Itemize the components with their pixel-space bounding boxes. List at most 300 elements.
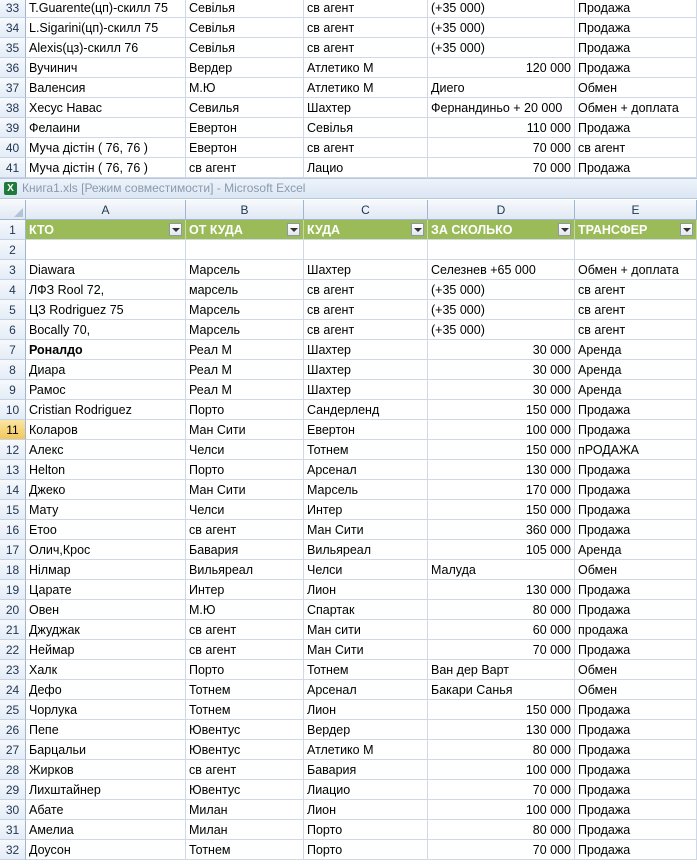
cell-value: Ман Сити bbox=[189, 423, 246, 437]
cell-b[interactable] bbox=[186, 780, 304, 800]
column-header-d[interactable]: D bbox=[428, 200, 575, 220]
cell-e[interactable] bbox=[575, 840, 697, 860]
row-header[interactable]: 7 bbox=[0, 340, 26, 360]
cell-e[interactable] bbox=[575, 680, 697, 700]
cell-value: Обмен + доплата bbox=[578, 101, 679, 115]
row-header[interactable]: 16 bbox=[0, 520, 26, 540]
cell-e[interactable] bbox=[575, 280, 697, 300]
excel-icon: X bbox=[4, 182, 17, 195]
cell-a[interactable] bbox=[26, 138, 186, 158]
cell-b[interactable] bbox=[186, 400, 304, 420]
row-header[interactable]: 8 bbox=[0, 360, 26, 380]
cell-a[interactable] bbox=[26, 360, 186, 380]
row-header[interactable]: 24 bbox=[0, 680, 26, 700]
row-header[interactable]: 28 bbox=[0, 760, 26, 780]
cell-e[interactable] bbox=[575, 400, 697, 420]
cell-a[interactable] bbox=[26, 280, 186, 300]
column-header-e[interactable]: E bbox=[575, 200, 697, 220]
cell-c[interactable] bbox=[304, 840, 428, 860]
cell-a[interactable] bbox=[26, 840, 186, 860]
cell-b[interactable] bbox=[186, 520, 304, 540]
cell-c[interactable] bbox=[304, 440, 428, 460]
cell-e[interactable] bbox=[575, 38, 697, 58]
cell-a[interactable] bbox=[26, 820, 186, 840]
row-header[interactable]: 23 bbox=[0, 660, 26, 680]
cell-c[interactable] bbox=[304, 740, 428, 760]
cell-b[interactable] bbox=[186, 360, 304, 380]
cell-a[interactable] bbox=[26, 500, 186, 520]
cell-e[interactable] bbox=[575, 700, 697, 720]
cell-a[interactable] bbox=[26, 560, 186, 580]
cell-d[interactable] bbox=[428, 58, 575, 78]
cell-c[interactable] bbox=[304, 780, 428, 800]
cell-a[interactable] bbox=[26, 740, 186, 760]
cell-a[interactable] bbox=[26, 98, 186, 118]
cell-a[interactable] bbox=[26, 78, 186, 98]
cell-value: М.Ю bbox=[189, 603, 216, 617]
row-header[interactable]: 35 bbox=[0, 38, 26, 58]
cell-value: Продажа bbox=[578, 463, 631, 477]
cell-value: Севілья bbox=[307, 121, 353, 135]
cell-e[interactable] bbox=[575, 520, 697, 540]
cell-a[interactable] bbox=[26, 480, 186, 500]
row-header[interactable]: 37 bbox=[0, 78, 26, 98]
cell-b[interactable] bbox=[186, 800, 304, 820]
cell-c[interactable] bbox=[304, 380, 428, 400]
cell-d[interactable] bbox=[428, 260, 575, 280]
cell-b[interactable] bbox=[186, 720, 304, 740]
cell-c[interactable] bbox=[304, 600, 428, 620]
cell-e[interactable] bbox=[575, 240, 697, 260]
cell-a[interactable] bbox=[26, 58, 186, 78]
cell-c[interactable] bbox=[304, 280, 428, 300]
cell-value: св агент bbox=[189, 161, 237, 175]
cell-b[interactable] bbox=[186, 240, 304, 260]
cell-value: Продажа bbox=[578, 763, 631, 777]
row-header[interactable]: 26 bbox=[0, 720, 26, 740]
cell-e[interactable] bbox=[575, 98, 697, 118]
cell-value: Продажа bbox=[578, 21, 631, 35]
cell-e[interactable] bbox=[575, 340, 697, 360]
table-row bbox=[0, 640, 697, 660]
table-row bbox=[0, 540, 697, 560]
cell-d[interactable] bbox=[428, 520, 575, 540]
cell-c[interactable] bbox=[304, 660, 428, 680]
cell-a[interactable] bbox=[26, 220, 186, 240]
cell-b[interactable] bbox=[186, 38, 304, 58]
cell-d[interactable] bbox=[428, 600, 575, 620]
cell-e[interactable] bbox=[575, 58, 697, 78]
cell-b[interactable] bbox=[186, 98, 304, 118]
cell-a[interactable] bbox=[26, 260, 186, 280]
table-row bbox=[0, 380, 697, 400]
cell-c[interactable] bbox=[304, 420, 428, 440]
table-row bbox=[0, 158, 697, 178]
cell-b[interactable] bbox=[186, 138, 304, 158]
cell-value: Олич,Крос bbox=[29, 543, 91, 557]
cell-b[interactable] bbox=[186, 18, 304, 38]
row-header[interactable]: 20 bbox=[0, 600, 26, 620]
window-title-bar[interactable] bbox=[0, 178, 697, 199]
cell-b[interactable] bbox=[186, 220, 304, 240]
cell-b[interactable] bbox=[186, 158, 304, 178]
cell-c[interactable] bbox=[304, 620, 428, 640]
cell-e[interactable] bbox=[575, 158, 697, 178]
cell-value: Лион bbox=[307, 703, 337, 717]
cell-d[interactable] bbox=[428, 138, 575, 158]
row-header[interactable]: 40 bbox=[0, 138, 26, 158]
cell-value: 80 000 bbox=[532, 823, 571, 837]
table-row bbox=[0, 340, 697, 360]
cell-d[interactable] bbox=[428, 700, 575, 720]
cell-d[interactable] bbox=[428, 380, 575, 400]
cell-e[interactable] bbox=[575, 440, 697, 460]
cell-c[interactable] bbox=[304, 78, 428, 98]
cell-d[interactable] bbox=[428, 820, 575, 840]
cell-c[interactable] bbox=[304, 500, 428, 520]
row-header[interactable]: 21 bbox=[0, 620, 26, 640]
cell-c[interactable] bbox=[304, 700, 428, 720]
cell-b[interactable] bbox=[186, 540, 304, 560]
row-header[interactable]: 13 bbox=[0, 460, 26, 480]
cell-d[interactable] bbox=[428, 760, 575, 780]
cell-value: Царате bbox=[29, 583, 72, 597]
cell-c[interactable] bbox=[304, 520, 428, 540]
row-header[interactable]: 25 bbox=[0, 700, 26, 720]
cell-c[interactable] bbox=[304, 640, 428, 660]
cell-d[interactable] bbox=[428, 500, 575, 520]
cell-c[interactable] bbox=[304, 18, 428, 38]
cell-e[interactable] bbox=[575, 800, 697, 820]
cell-value: (+35 000) bbox=[431, 1, 485, 15]
cell-c[interactable] bbox=[304, 540, 428, 560]
cell-a[interactable] bbox=[26, 540, 186, 560]
cell-value: 70 000 bbox=[532, 843, 571, 857]
cell-c[interactable] bbox=[304, 820, 428, 840]
cell-a[interactable] bbox=[26, 118, 186, 138]
cell-value: Порто bbox=[307, 843, 343, 857]
cell-c[interactable] bbox=[304, 460, 428, 480]
cell-c[interactable] bbox=[304, 760, 428, 780]
cell-e[interactable] bbox=[575, 820, 697, 840]
cell-b[interactable] bbox=[186, 740, 304, 760]
cell-d[interactable] bbox=[428, 460, 575, 480]
cell-e[interactable] bbox=[575, 620, 697, 640]
cell-b[interactable] bbox=[186, 420, 304, 440]
cell-value: Продажа bbox=[578, 503, 631, 517]
cell-e[interactable] bbox=[575, 78, 697, 98]
cell-c[interactable] bbox=[304, 0, 428, 18]
table-row bbox=[0, 520, 697, 540]
cell-b[interactable] bbox=[186, 620, 304, 640]
cell-value: Ювентус bbox=[189, 783, 241, 797]
cell-e[interactable] bbox=[575, 540, 697, 560]
cell-b[interactable] bbox=[186, 580, 304, 600]
row-header[interactable]: 2 bbox=[0, 240, 26, 260]
row-header[interactable]: 10 bbox=[0, 400, 26, 420]
cell-c[interactable] bbox=[304, 220, 428, 240]
cell-c[interactable] bbox=[304, 340, 428, 360]
cell-a[interactable] bbox=[26, 640, 186, 660]
cell-b[interactable] bbox=[186, 380, 304, 400]
table-row bbox=[0, 118, 697, 138]
cell-a[interactable] bbox=[26, 38, 186, 58]
cell-c[interactable] bbox=[304, 580, 428, 600]
row-header[interactable]: 3 bbox=[0, 260, 26, 280]
cell-d[interactable] bbox=[428, 840, 575, 860]
row-header[interactable]: 39 bbox=[0, 118, 26, 138]
cell-e[interactable] bbox=[575, 420, 697, 440]
cell-a[interactable] bbox=[26, 520, 186, 540]
cell-c[interactable] bbox=[304, 138, 428, 158]
cell-b[interactable] bbox=[186, 760, 304, 780]
row-header[interactable]: 29 bbox=[0, 780, 26, 800]
cell-value: Ман Сити bbox=[189, 483, 246, 497]
column-header-a[interactable]: A bbox=[26, 200, 186, 220]
cell-a[interactable] bbox=[26, 18, 186, 38]
cell-c[interactable] bbox=[304, 38, 428, 58]
cell-c[interactable] bbox=[304, 240, 428, 260]
cell-value: Севілья bbox=[189, 1, 235, 15]
cell-b[interactable] bbox=[186, 440, 304, 460]
cell-d[interactable] bbox=[428, 480, 575, 500]
cell-b[interactable] bbox=[186, 58, 304, 78]
cell-e[interactable] bbox=[575, 460, 697, 480]
column-header-b[interactable]: B bbox=[186, 200, 304, 220]
cell-value: Лацио bbox=[307, 161, 344, 175]
cell-value: Ман Сити bbox=[307, 643, 364, 657]
cell-b[interactable] bbox=[186, 280, 304, 300]
row-header[interactable]: 27 bbox=[0, 740, 26, 760]
cell-b[interactable] bbox=[186, 640, 304, 660]
cell-d[interactable] bbox=[428, 98, 575, 118]
cell-b[interactable] bbox=[186, 840, 304, 860]
cell-b[interactable] bbox=[186, 78, 304, 98]
cell-e[interactable] bbox=[575, 660, 697, 680]
filter-dropdown-icon[interactable] bbox=[558, 223, 571, 236]
cell-e[interactable] bbox=[575, 300, 697, 320]
cell-e[interactable] bbox=[575, 740, 697, 760]
cell-a[interactable] bbox=[26, 800, 186, 820]
row-header[interactable]: 30 bbox=[0, 800, 26, 820]
cell-d[interactable] bbox=[428, 158, 575, 178]
row-header[interactable]: 6 bbox=[0, 320, 26, 340]
row-header[interactable]: 33 bbox=[0, 0, 26, 18]
row-header[interactable]: 9 bbox=[0, 380, 26, 400]
cell-b[interactable] bbox=[186, 320, 304, 340]
cell-a[interactable] bbox=[26, 720, 186, 740]
filter-dropdown-icon[interactable] bbox=[287, 223, 300, 236]
cell-e[interactable] bbox=[575, 480, 697, 500]
cell-c[interactable] bbox=[304, 118, 428, 138]
cell-value: св агент bbox=[578, 323, 626, 337]
cell-e[interactable] bbox=[575, 0, 697, 18]
cell-d[interactable] bbox=[428, 740, 575, 760]
cell-a[interactable] bbox=[26, 400, 186, 420]
cell-b[interactable] bbox=[186, 700, 304, 720]
cell-value: Марсель bbox=[189, 303, 241, 317]
cell-e[interactable] bbox=[575, 320, 697, 340]
row-header[interactable]: 14 bbox=[0, 480, 26, 500]
cell-d[interactable] bbox=[428, 280, 575, 300]
cell-c[interactable] bbox=[304, 360, 428, 380]
cell-d[interactable] bbox=[428, 640, 575, 660]
cell-a[interactable] bbox=[26, 700, 186, 720]
row-header[interactable]: 12 bbox=[0, 440, 26, 460]
row-header[interactable]: 5 bbox=[0, 300, 26, 320]
row-header[interactable]: 1 bbox=[0, 220, 26, 240]
cell-d[interactable] bbox=[428, 720, 575, 740]
cell-c[interactable] bbox=[304, 158, 428, 178]
cell-a[interactable] bbox=[26, 158, 186, 178]
row-header[interactable]: 22 bbox=[0, 640, 26, 660]
cell-a[interactable] bbox=[26, 320, 186, 340]
cell-b[interactable] bbox=[186, 560, 304, 580]
cell-c[interactable] bbox=[304, 98, 428, 118]
row-header[interactable]: 18 bbox=[0, 560, 26, 580]
cell-d[interactable] bbox=[428, 440, 575, 460]
cell-b[interactable] bbox=[186, 300, 304, 320]
cell-c[interactable] bbox=[304, 320, 428, 340]
row-header[interactable]: 34 bbox=[0, 18, 26, 38]
cell-c[interactable] bbox=[304, 720, 428, 740]
cell-b[interactable] bbox=[186, 660, 304, 680]
cell-d[interactable] bbox=[428, 540, 575, 560]
cell-d[interactable] bbox=[428, 360, 575, 380]
cell-d[interactable] bbox=[428, 300, 575, 320]
table-row bbox=[0, 78, 697, 98]
cell-d[interactable] bbox=[428, 560, 575, 580]
cell-a[interactable] bbox=[26, 680, 186, 700]
cell-d[interactable] bbox=[428, 240, 575, 260]
cell-e[interactable] bbox=[575, 360, 697, 380]
cell-e[interactable] bbox=[575, 560, 697, 580]
cell-a[interactable] bbox=[26, 580, 186, 600]
cell-b[interactable] bbox=[186, 480, 304, 500]
row-header[interactable]: 41 bbox=[0, 158, 26, 178]
cell-e[interactable] bbox=[575, 260, 697, 280]
cell-c[interactable] bbox=[304, 400, 428, 420]
cell-d[interactable] bbox=[428, 320, 575, 340]
cell-a[interactable] bbox=[26, 440, 186, 460]
row-header[interactable]: 19 bbox=[0, 580, 26, 600]
cell-c[interactable] bbox=[304, 800, 428, 820]
row-header[interactable]: 31 bbox=[0, 820, 26, 840]
cell-value: Арсенал bbox=[307, 463, 357, 477]
cell-c[interactable] bbox=[304, 560, 428, 580]
cell-a[interactable] bbox=[26, 0, 186, 18]
cell-d[interactable] bbox=[428, 38, 575, 58]
cell-a[interactable] bbox=[26, 600, 186, 620]
row-header[interactable]: 11 bbox=[0, 420, 26, 440]
cell-b[interactable] bbox=[186, 0, 304, 18]
cell-e[interactable] bbox=[575, 500, 697, 520]
cell-e[interactable] bbox=[575, 18, 697, 38]
cell-a[interactable] bbox=[26, 300, 186, 320]
cell-value: Ювентус bbox=[189, 723, 241, 737]
cell-c[interactable] bbox=[304, 58, 428, 78]
cell-value: Helton bbox=[29, 463, 66, 477]
cell-a[interactable] bbox=[26, 760, 186, 780]
cell-d[interactable] bbox=[428, 220, 575, 240]
cell-e[interactable] bbox=[575, 720, 697, 740]
cell-b[interactable] bbox=[186, 500, 304, 520]
cell-a[interactable] bbox=[26, 660, 186, 680]
cell-d[interactable] bbox=[428, 0, 575, 18]
cell-e[interactable] bbox=[575, 380, 697, 400]
row-header[interactable]: 32 bbox=[0, 840, 26, 860]
cell-d[interactable] bbox=[428, 580, 575, 600]
cell-d[interactable] bbox=[428, 620, 575, 640]
cell-b[interactable] bbox=[186, 460, 304, 480]
cell-c[interactable] bbox=[304, 300, 428, 320]
cell-value: Шахтер bbox=[307, 383, 352, 397]
cell-b[interactable] bbox=[186, 340, 304, 360]
row-header[interactable]: 38 bbox=[0, 98, 26, 118]
cell-d[interactable] bbox=[428, 680, 575, 700]
cell-d[interactable] bbox=[428, 78, 575, 98]
cell-e[interactable] bbox=[575, 780, 697, 800]
cell-b[interactable] bbox=[186, 260, 304, 280]
cell-a[interactable] bbox=[26, 780, 186, 800]
cell-a[interactable] bbox=[26, 620, 186, 640]
filter-dropdown-icon[interactable] bbox=[169, 223, 182, 236]
cell-value: (+35 000) bbox=[431, 41, 485, 55]
cell-d[interactable] bbox=[428, 18, 575, 38]
row-header[interactable]: 4 bbox=[0, 280, 26, 300]
cell-value: Амелиа bbox=[29, 823, 74, 837]
cell-d[interactable] bbox=[428, 780, 575, 800]
filter-dropdown-icon[interactable] bbox=[411, 223, 424, 236]
cell-b[interactable] bbox=[186, 680, 304, 700]
cell-d[interactable] bbox=[428, 660, 575, 680]
cell-d[interactable] bbox=[428, 420, 575, 440]
cell-c[interactable] bbox=[304, 680, 428, 700]
cell-a[interactable] bbox=[26, 340, 186, 360]
table-row bbox=[0, 760, 697, 780]
cell-value: Дефо bbox=[29, 683, 62, 697]
cell-a[interactable] bbox=[26, 380, 186, 400]
cell-d[interactable] bbox=[428, 800, 575, 820]
column-header-c[interactable]: C bbox=[304, 200, 428, 220]
cell-c[interactable] bbox=[304, 480, 428, 500]
row-header[interactable]: 15 bbox=[0, 500, 26, 520]
cell-d[interactable] bbox=[428, 118, 575, 138]
cell-d[interactable] bbox=[428, 340, 575, 360]
cell-e[interactable] bbox=[575, 640, 697, 660]
row-header[interactable]: 17 bbox=[0, 540, 26, 560]
cell-a[interactable] bbox=[26, 460, 186, 480]
filter-dropdown-icon[interactable] bbox=[680, 223, 693, 236]
cell-b[interactable] bbox=[186, 600, 304, 620]
cell-a[interactable] bbox=[26, 240, 186, 260]
cell-e[interactable] bbox=[575, 760, 697, 780]
cell-b[interactable] bbox=[186, 118, 304, 138]
cell-e[interactable] bbox=[575, 138, 697, 158]
cell-e[interactable] bbox=[575, 118, 697, 138]
cell-e[interactable] bbox=[575, 600, 697, 620]
cell-value: Милан bbox=[189, 823, 228, 837]
cell-a[interactable] bbox=[26, 420, 186, 440]
cell-e[interactable] bbox=[575, 220, 697, 240]
cell-b[interactable] bbox=[186, 820, 304, 840]
row-header[interactable]: 36 bbox=[0, 58, 26, 78]
cell-d[interactable] bbox=[428, 400, 575, 420]
cell-value: Роналдо bbox=[29, 343, 83, 357]
cell-e[interactable] bbox=[575, 580, 697, 600]
cell-c[interactable] bbox=[304, 260, 428, 280]
select-all-corner[interactable] bbox=[0, 200, 26, 220]
